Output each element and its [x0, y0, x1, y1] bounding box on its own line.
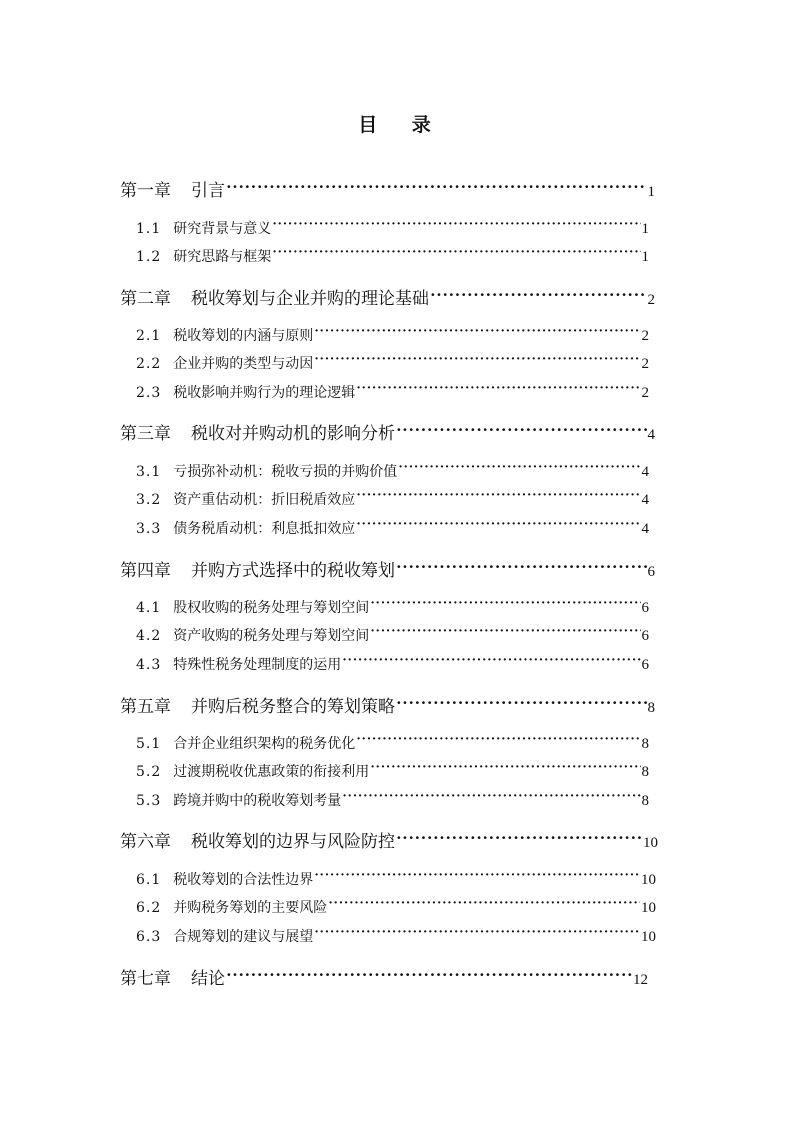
dot-leader	[356, 519, 640, 533]
chapter-title: 并购方式选择中的税收筹划	[191, 561, 395, 581]
page-number: 2	[641, 356, 649, 372]
section-number: 1.2	[136, 249, 162, 265]
chapter-number: 第七章	[120, 969, 171, 989]
section-title: 合并企业组织架构的税务优化	[173, 736, 356, 752]
toc-chapter-2[interactable]	[120, 287, 655, 311]
dot-leader	[226, 967, 632, 984]
chapter-title: 并购后税务整合的筹划策略	[191, 697, 395, 717]
toc-section-5-3[interactable]	[136, 791, 649, 811]
toc-section-4-3[interactable]	[136, 655, 649, 675]
page-number: 10	[641, 929, 656, 945]
section-number: 1.1	[136, 221, 162, 237]
dot-leader	[370, 626, 640, 640]
section-number: 5.2	[136, 764, 162, 780]
chapter-number: 第一章	[120, 181, 171, 201]
dot-leader	[226, 179, 647, 196]
dot-leader	[396, 830, 642, 847]
toc-section-6-1[interactable]	[136, 870, 656, 890]
section-number: 3.2	[136, 492, 162, 508]
section-number: 4.2	[136, 628, 162, 644]
dot-leader	[370, 762, 640, 776]
dot-leader	[398, 462, 640, 476]
page-number: 2	[641, 328, 649, 344]
section-title: 合规筹划的建议与展望	[173, 929, 314, 945]
toc-section-6-2[interactable]	[136, 898, 656, 918]
dot-leader	[314, 870, 640, 884]
section-number: 6.2	[136, 900, 162, 916]
toc-section-5-1[interactable]	[136, 734, 649, 754]
dot-leader	[356, 383, 640, 397]
toc-chapter-7[interactable]	[120, 967, 648, 991]
page-number: 4	[647, 427, 655, 443]
page-number: 8	[647, 700, 655, 716]
page-number: 1	[641, 249, 649, 265]
toc-section-6-3[interactable]	[136, 927, 656, 947]
page-number: 2	[647, 292, 655, 308]
section-title: 税收筹划的内涵与原则	[173, 328, 314, 344]
chapter-number: 第二章	[120, 289, 171, 309]
dot-leader	[342, 655, 640, 669]
section-number: 2.1	[136, 328, 162, 344]
page-number: 6	[641, 600, 649, 616]
section-title: 税收影响并购行为的理论逻辑	[173, 385, 356, 401]
section-title: 资产收购的税务处理与筹划空间	[173, 628, 370, 644]
section-number: 3.3	[136, 521, 162, 537]
toc-chapter-5[interactable]	[120, 695, 655, 719]
section-title: 资产重估动机：折旧税盾效应	[173, 492, 356, 508]
toc-section-1-1[interactable]	[136, 219, 649, 239]
toc-section-1-2[interactable]	[136, 247, 649, 267]
page-number: 4	[641, 492, 649, 508]
section-number: 2.2	[136, 356, 162, 372]
section-number: 2.3	[136, 385, 162, 401]
section-number: 4.3	[136, 657, 162, 673]
chapter-number: 第五章	[120, 697, 171, 717]
page-number: 4	[641, 521, 649, 537]
section-title: 过渡期税收优惠政策的衔接利用	[173, 764, 370, 780]
page-number: 8	[641, 764, 649, 780]
section-number: 5.3	[136, 793, 162, 809]
page-number: 4	[641, 464, 649, 480]
chapter-number: 第三章	[120, 424, 171, 444]
section-number: 5.1	[136, 736, 162, 752]
section-number: 6.3	[136, 929, 162, 945]
chapter-title: 引言	[191, 181, 225, 201]
section-title: 研究思路与框架	[173, 249, 272, 265]
toc-section-4-1[interactable]	[136, 598, 649, 618]
chapter-number: 第六章	[120, 832, 171, 852]
dot-leader	[328, 898, 640, 912]
toc-section-2-1[interactable]	[136, 326, 649, 346]
page-number: 10	[641, 872, 656, 888]
page-number: 10	[641, 900, 656, 916]
toc-title: 目 录	[358, 114, 445, 136]
section-title: 并购税务筹划的主要风险	[173, 900, 328, 916]
page-number: 6	[647, 564, 655, 580]
chapter-title: 税收筹划的边界与风险防控	[191, 832, 395, 852]
toc-section-3-2[interactable]	[136, 490, 649, 510]
dot-leader	[314, 927, 640, 941]
chapter-title: 结论	[191, 969, 225, 989]
chapter-number: 第四章	[120, 561, 171, 581]
toc-chapter-6[interactable]	[120, 830, 658, 854]
dot-leader	[314, 326, 640, 340]
page-number: 8	[641, 736, 649, 752]
section-title: 亏损弥补动机：税收亏损的并购价值	[173, 464, 398, 480]
section-title: 债务税盾动机：利息抵扣效应	[173, 521, 356, 537]
dot-leader	[396, 559, 647, 576]
toc-section-2-2[interactable]	[136, 354, 649, 374]
toc-section-4-2[interactable]	[136, 626, 649, 646]
section-number: 3.1	[136, 464, 162, 480]
dot-leader	[396, 695, 647, 712]
section-number: 4.1	[136, 600, 162, 616]
page-number: 6	[641, 628, 649, 644]
section-number: 6.1	[136, 872, 162, 888]
page-number: 6	[641, 657, 649, 673]
dot-leader	[356, 734, 640, 748]
toc-section-2-3[interactable]	[136, 383, 649, 403]
toc-chapter-4[interactable]	[120, 559, 655, 583]
page-number: 8	[641, 793, 649, 809]
section-title: 股权收购的税务处理与筹划空间	[173, 600, 370, 616]
page-number: 1	[641, 221, 649, 237]
toc-section-3-3[interactable]	[136, 519, 649, 539]
chapter-title: 税收对并购动机的影响分析	[191, 424, 395, 444]
toc-section-5-2[interactable]	[136, 762, 649, 782]
page-number: 1	[647, 184, 655, 200]
section-title: 企业并购的类型与动因	[173, 356, 314, 372]
dot-leader	[396, 422, 647, 439]
dot-leader	[430, 287, 647, 304]
section-title: 特殊性税务处理制度的运用	[173, 657, 342, 673]
dot-leader	[342, 791, 640, 805]
chapter-title: 税收筹划与企业并购的理论基础	[191, 289, 429, 309]
toc-section-3-1[interactable]	[136, 462, 649, 482]
dot-leader	[314, 354, 640, 368]
dot-leader	[356, 490, 640, 504]
page-number: 12	[633, 972, 648, 988]
dot-leader	[272, 247, 640, 261]
page-number: 10	[643, 835, 658, 851]
section-title: 税收筹划的合法性边界	[173, 872, 314, 888]
section-title: 研究背景与意义	[173, 221, 272, 237]
dot-leader	[272, 219, 640, 233]
toc-chapter-1[interactable]	[120, 179, 655, 203]
section-title: 跨境并购中的税收筹划考量	[173, 793, 342, 809]
dot-leader	[370, 598, 640, 612]
page-number: 2	[641, 385, 649, 401]
toc-chapter-3[interactable]	[120, 422, 655, 446]
